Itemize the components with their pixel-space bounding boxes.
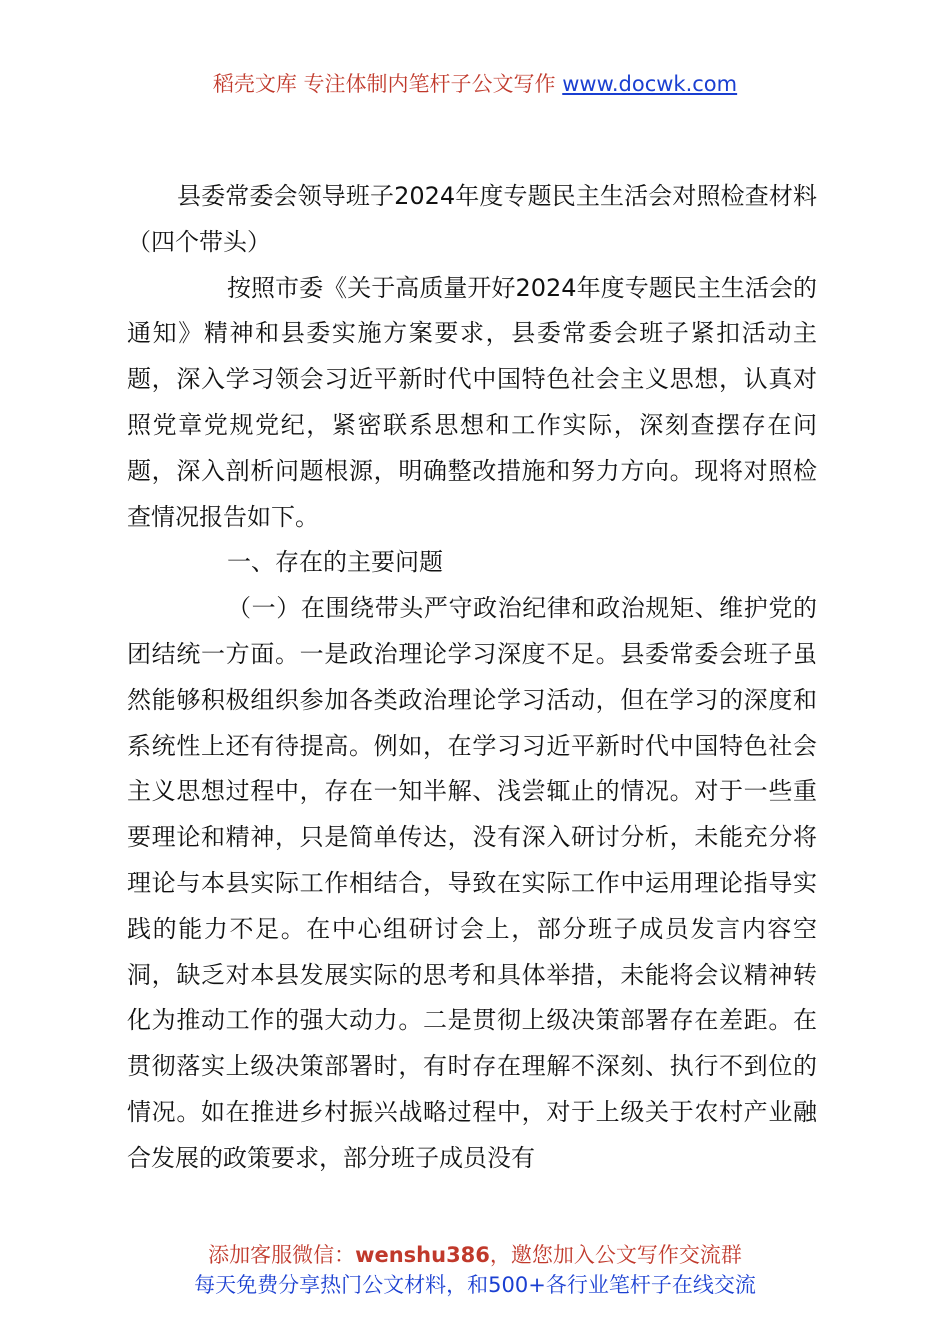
section-heading: 一、存在的主要问题 bbox=[227, 548, 443, 577]
document-title: 县委常委会领导班子2024年度专题民主生活会对照检查材料（四个带头） bbox=[127, 182, 817, 256]
footer bbox=[0, 1240, 950, 1300]
document-body bbox=[127, 174, 817, 1182]
footer-promo-line: 每天免费分享热门公文材料，和500+各行业笔杆子在线交流 bbox=[194, 1273, 756, 1297]
footer-contact-line bbox=[0, 1240, 950, 1270]
wechat-id: wenshu386 bbox=[355, 1243, 490, 1267]
subsection-paragraph: （一）在围绕带头严守政治纪律和政治规矩、维护党的团结统一方面。一是政治理论学习深度不足。县委常委会班子虽然能够积极组织参加各类政治理论学习活动，但在学习的深度和系统性上还有待提高。例如，在学习习近平新时代中国特色社会主义思想过程中，存在一知半解、浅尝辄止的情况。对于一些重要理论和精神，只是简单传达，没有深入研讨分析，未能充分将理论与本县实际工作相结合，导致在实际工作中运用理论指导实践的能力不足。在中心组研讨会上，部分班子成员发言内容空洞，缺乏对本县发展实际的思考和具体举措，未能将会议精神转化为推动工作的强大动力。二是贯彻上级决策部署存在差距。在贯彻落实上级决策部署时，有时存在理解不深刻、执行不到位的情况。如在推进乡村振兴战略过程中，对于上级关于农村产业融合发展的政策要求，部分班子成员没有 bbox=[127, 594, 817, 1172]
footer-contact-prefix: 添加客服微信： bbox=[208, 1243, 356, 1267]
intro-paragraph: 按照市委《关于高质量开好2024年度专题民主生活会的通知》精神和县委实施方案要求，县委常委会班子紧扣活动主题，深入学习领会习近平新时代中国特色社会主义思想，认真对照党章党规党纪，紧密联系思想和工作实际，深刻查摆存在问题，深入剖析问题根源，明确整改措施和努力方向。现将对照检查情况报告如下。 bbox=[127, 273, 817, 531]
header-banner bbox=[0, 68, 950, 100]
brand-text: 稻壳文库 专注体制内笔杆子公文写作 bbox=[212, 72, 556, 96]
website-link[interactable]: www.docwk.com bbox=[562, 72, 738, 96]
footer-contact-suffix: ，邀您加入公文写作交流群 bbox=[489, 1243, 742, 1267]
